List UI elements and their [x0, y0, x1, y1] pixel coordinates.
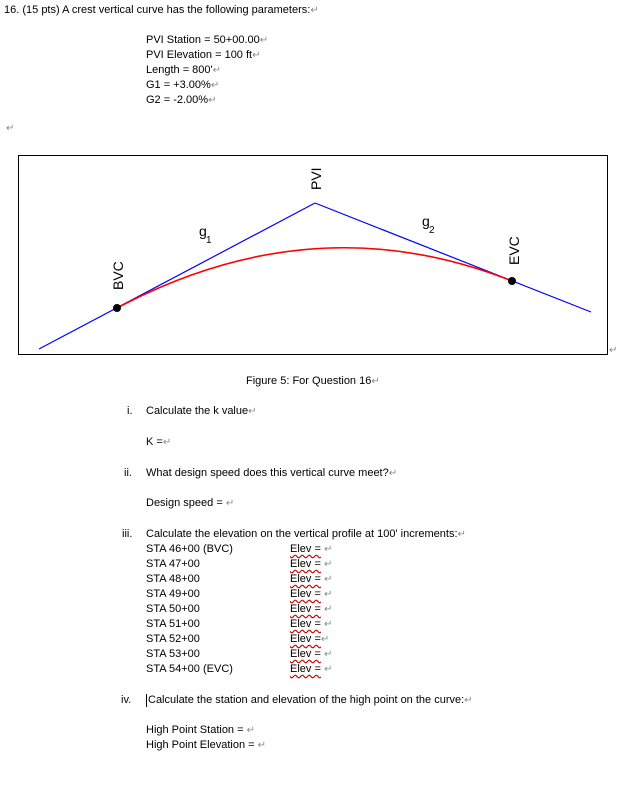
station-label: STA 48+00 — [146, 573, 200, 585]
parameter-item: PVI Station = 50+00.00↵ — [146, 34, 269, 46]
paragraph-mark: ↵ — [609, 345, 618, 356]
station-label: STA 51+00 — [146, 618, 200, 630]
station-label: STA 47+00 — [146, 558, 200, 570]
station-label: STA 54+00 (EVC) — [146, 663, 233, 675]
elevation-answer[interactable]: Elev = ↵ — [290, 603, 333, 615]
question-number: 16. — [4, 4, 20, 16]
curve-diagram — [19, 156, 607, 354]
paragraph-mark: ↵ — [6, 123, 15, 134]
part-i-prompt: Calculate the k value↵ — [146, 405, 257, 417]
evc-point — [508, 277, 516, 285]
elevation-answer[interactable]: Elev = ↵ — [290, 618, 333, 630]
part-ii-prompt: What design speed does this vertical curve meet?↵ — [146, 467, 398, 479]
elevation-answer[interactable]: Elev = ↵ — [290, 573, 333, 585]
elevation-answer[interactable]: Elev = ↵ — [290, 663, 333, 675]
station-label: STA 52+00 — [146, 633, 200, 645]
elevation-answer[interactable]: Elev =↵ — [290, 633, 330, 645]
parameter-item: G2 = -2.00%↵ — [146, 94, 217, 106]
question-text: (15 pts) A crest vertical curve has the following parameters: — [22, 4, 311, 16]
bvc-point — [113, 304, 121, 312]
part-iv-number: iv. — [121, 694, 132, 706]
g2-label: g — [422, 213, 430, 229]
parameter-item: Length = 800'↵ — [146, 64, 222, 76]
k-value-answer[interactable]: K =↵ — [146, 436, 172, 448]
paragraph-mark: ↵ — [310, 5, 319, 16]
figure-caption: Figure 5: For Question 16↵ — [246, 375, 380, 387]
g2-subscript: 2 — [429, 225, 435, 236]
station-label: STA 46+00 (BVC) — [146, 543, 233, 555]
evc-label: EVC — [506, 236, 522, 265]
elevation-answer[interactable]: Elev = ↵ — [290, 543, 333, 555]
question-header — [4, 4, 319, 17]
bvc-label: BVC — [110, 261, 126, 290]
elevation-answer[interactable]: Elev = ↵ — [290, 558, 333, 570]
part-iii-prompt: Calculate the elevation on the vertical profile at 100' increments:↵ — [146, 528, 466, 540]
part-iv-prompt: Calculate the station and elevation of the high point on the curve:↵ — [148, 694, 473, 706]
high-point-elevation-answer[interactable]: High Point Elevation = ↵ — [146, 739, 266, 751]
station-label: STA 53+00 — [146, 648, 200, 660]
elevation-answer[interactable]: Elev = ↵ — [290, 588, 333, 600]
station-label: STA 49+00 — [146, 588, 200, 600]
part-iii-number: iii. — [122, 528, 133, 540]
parameter-item: PVI Elevation = 100 ft↵ — [146, 49, 261, 61]
high-point-station-answer[interactable]: High Point Station = ↵ — [146, 724, 255, 736]
vertical-curve-figure — [18, 155, 608, 355]
elevation-answer[interactable]: Elev = ↵ — [290, 648, 333, 660]
tangent-g1-line — [39, 203, 315, 349]
g1-label: g — [199, 223, 207, 239]
parameter-item: G1 = +3.00%↵ — [146, 79, 220, 91]
pvi-label: PVI — [308, 167, 324, 190]
design-speed-answer[interactable]: Design speed = ↵ — [146, 497, 235, 509]
tangent-g2-line — [315, 203, 591, 312]
g1-subscript: 1 — [206, 235, 212, 246]
part-i-number: i. — [127, 405, 133, 417]
part-ii-number: ii. — [124, 467, 132, 479]
station-label: STA 50+00 — [146, 603, 200, 615]
